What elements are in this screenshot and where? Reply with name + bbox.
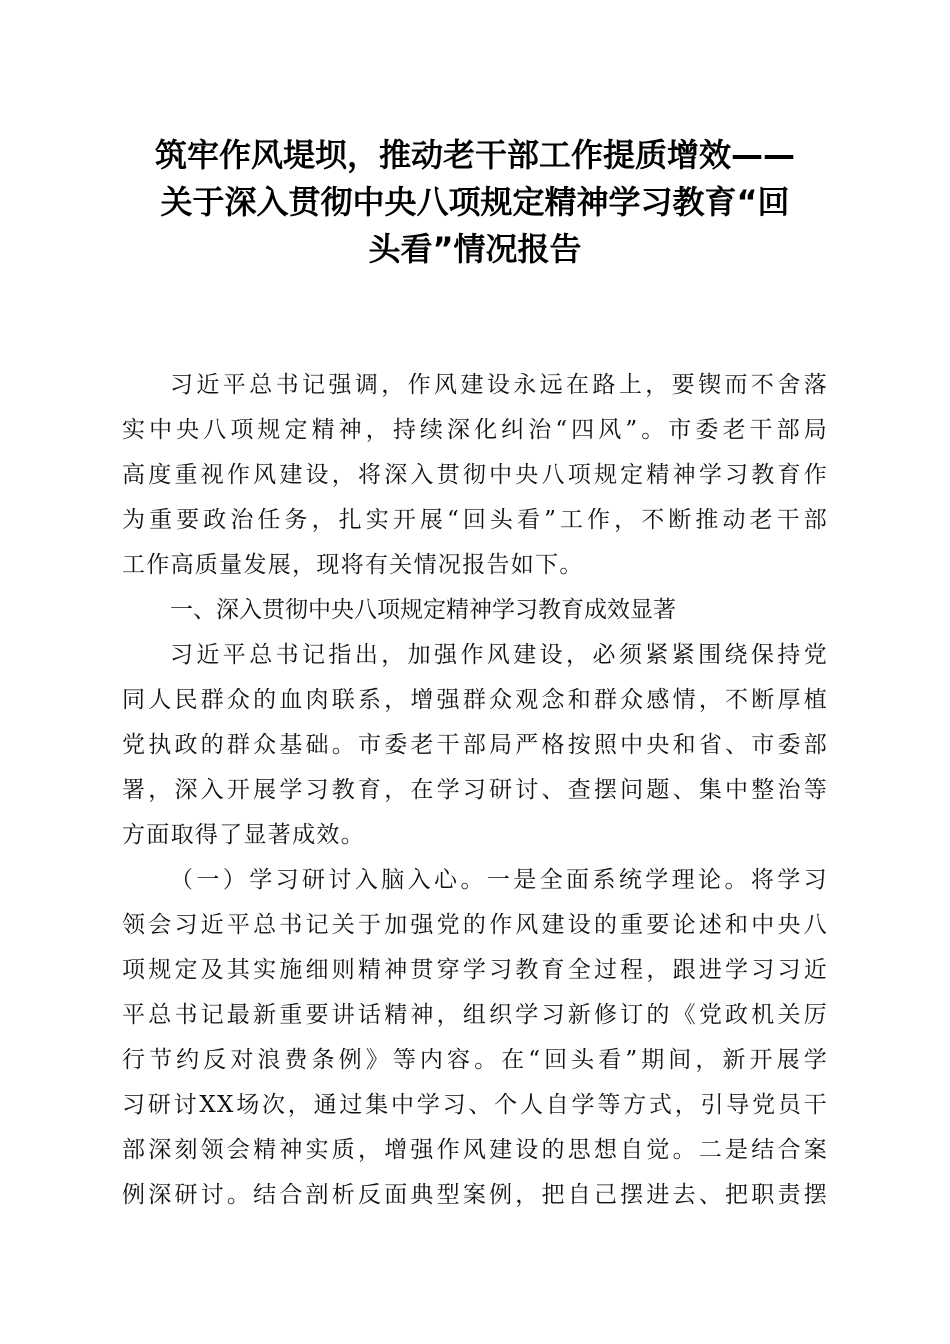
document-title bbox=[122, 132, 828, 273]
paragraph-line: 行节约反对浪费条例》等内容。在“回头看”期间，新开展学 bbox=[122, 1047, 828, 1073]
document-body bbox=[122, 363, 828, 1218]
paragraph-line: 为重要政治任务，扎实开展“回头看”工作，不断推动老干部 bbox=[122, 507, 828, 533]
subsection-lead-rest: 一是全面系统学理论。将学习 bbox=[486, 867, 828, 893]
subsection-lead: （一）学习研讨入脑入心。 bbox=[170, 867, 487, 893]
paragraph-line: 例深研讨。结合剖析反面典型案例，把自己摆进去、把职责摆 bbox=[122, 1182, 828, 1208]
section-heading: 一、深入贯彻中央八项规定精神学习教育成效显著 bbox=[170, 597, 676, 623]
paragraph-line: 平总书记最新重要讲话精神，组织学习新修订的《党政机关厉 bbox=[122, 1002, 828, 1028]
paragraph-line: 署，深入开展学习教育，在学习研讨、查摆问题、集中整治等 bbox=[122, 777, 828, 803]
subsection1-paragraph bbox=[122, 858, 828, 1218]
paragraph-line: 习近平总书记指出，加强作风建设，必须紧紧围绕保持党 bbox=[170, 642, 828, 668]
paragraph-line: 习近平总书记强调，作风建设永远在路上，要锲而不舍落 bbox=[170, 372, 828, 398]
paragraph-line: 部深刻领会精神实质，增强作风建设的思想自觉。二是结合案 bbox=[122, 1137, 828, 1163]
paragraph-line: 同人民群众的血肉联系，增强群众观念和群众感情，不断厚植 bbox=[122, 687, 828, 713]
paragraph-line: 习研讨XX场次，通过集中学习、个人自学等方式，引导党员干 bbox=[122, 1092, 828, 1118]
paragraph-line bbox=[122, 858, 828, 903]
section1-paragraph bbox=[122, 633, 828, 858]
title-line: 筑牢作风堤坝，推动老干部工作提质增效—— bbox=[154, 136, 795, 174]
title-line: 关于深入贯彻中央八项规定精神学习教育“回 bbox=[160, 183, 790, 221]
title-line: 头看”情况报告 bbox=[368, 230, 582, 268]
paragraph-line: 领会习近平总书记关于加强党的作风建设的重要论述和中央八 bbox=[122, 912, 828, 938]
paragraph-line: 高度重视作风建设，将深入贯彻中央八项规定精神学习教育作 bbox=[122, 462, 828, 488]
paragraph-line: 项规定及其实施细则精神贯穿学习教育全过程，跟进学习习近 bbox=[122, 957, 828, 983]
paragraph-line: 方面取得了显著成效。 bbox=[122, 822, 365, 848]
document-page bbox=[122, 132, 828, 1218]
intro-paragraph bbox=[122, 363, 828, 588]
paragraph-line: 工作高质量发展，现将有关情况报告如下。 bbox=[122, 552, 584, 578]
paragraph-line: 党执政的群众基础。市委老干部局严格按照中央和省、市委部 bbox=[122, 732, 828, 758]
paragraph-line: 实中央八项规定精神，持续深化纠治“四风”。市委老干部局 bbox=[122, 417, 828, 443]
